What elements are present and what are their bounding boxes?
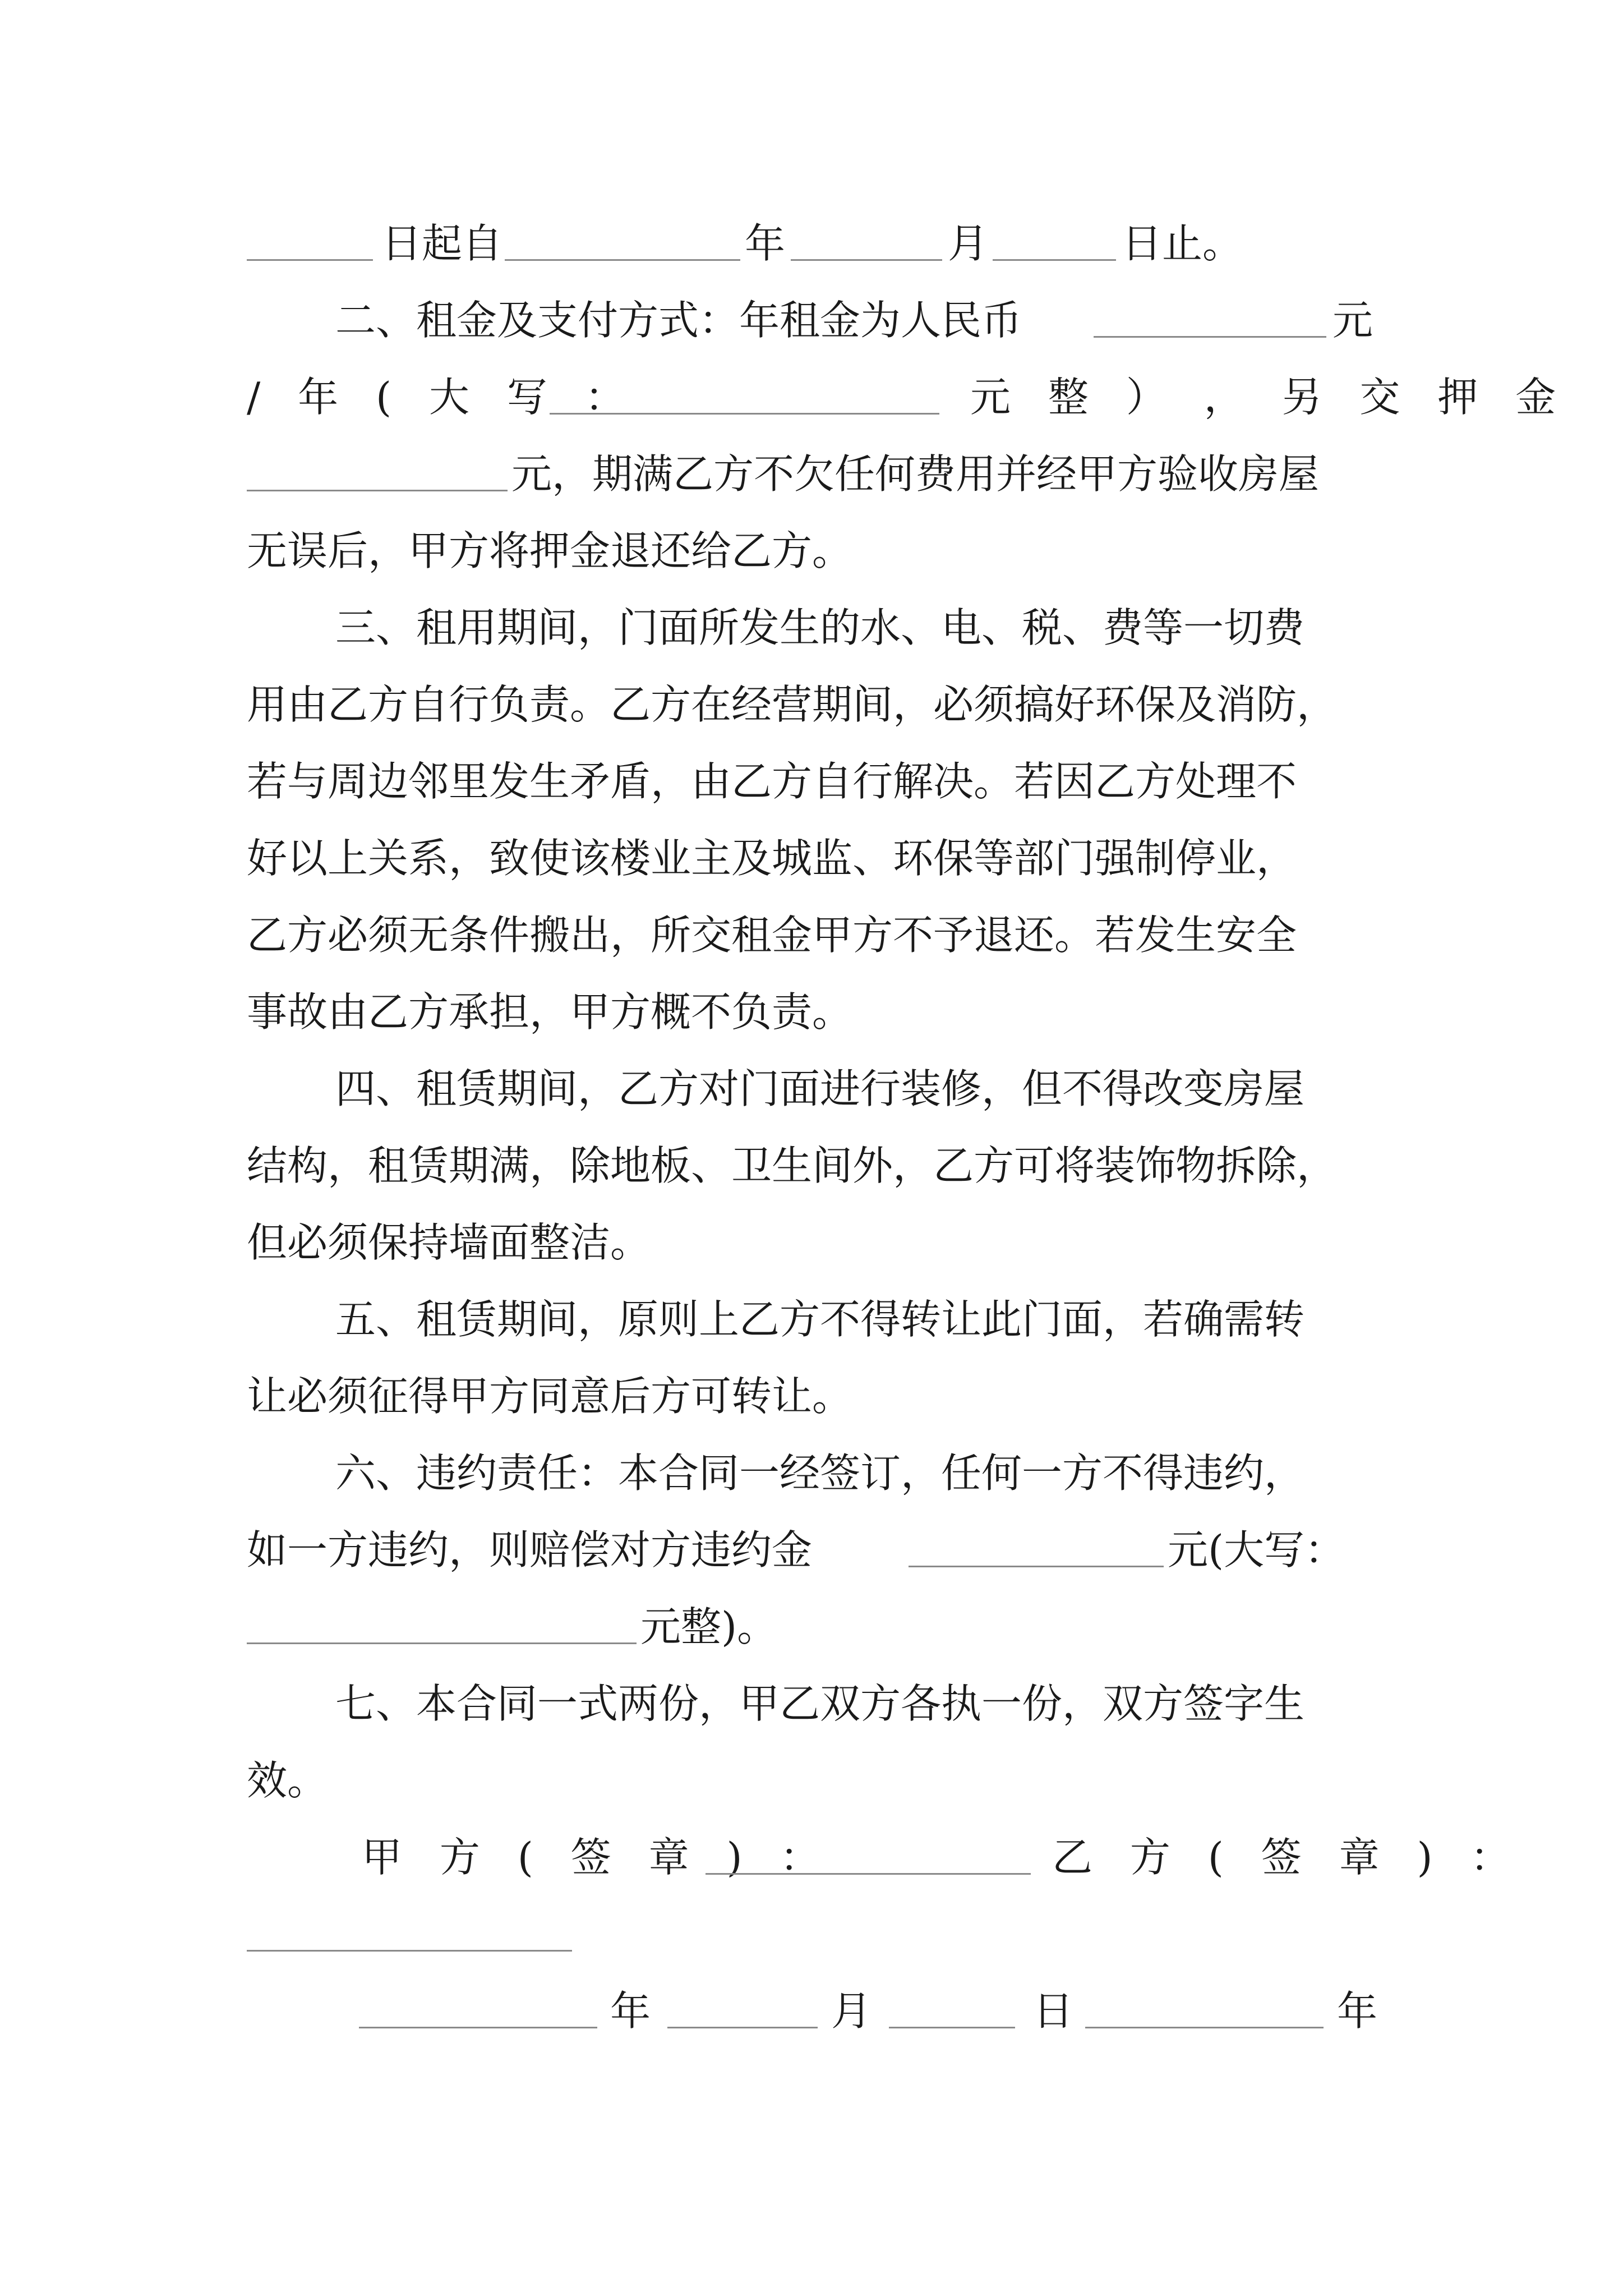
annual-rent-blank [1094,336,1326,338]
section5-text: 五、租赁期间，原则上乙方不得转让此门面，若确需转 [335,1296,1305,1343]
section3-text: 事故由乙方承担，甲方概不负责。 [247,988,853,1036]
deposit-refund-text: 元，期满乙方不欠任何费用并经甲方验收房屋 [511,450,1320,498]
party-a-day-blank [889,2027,1015,2028]
penalty-capital-blank [247,1642,637,1644]
section5-text: 让必须征得甲方同意后方可转让。 [247,1373,853,1420]
section5-line-1 [0,1280,1623,1359]
section3-text: 三、租用期间，门面所发生的水、电、税、费等一切费 [335,604,1305,651]
section7-line-1 [0,1664,1623,1743]
year-label: 年 [745,220,786,267]
section3-text: 好以上关系，致使该楼业主及城监、环保等部门强制停业， [247,835,1297,882]
rent-line-1 [0,281,1623,360]
section3-line-1 [0,588,1623,667]
section7-text: 效。 [247,1757,328,1804]
section3-text: 用由乙方自行负责。乙方在经营期间，必须搞好环保及消防， [247,681,1338,728]
section3-text: 若与周边邻里发生矛盾，由乙方自行解决。若因乙方处理不 [247,758,1297,805]
per-year-capital-text: / 年 ( 大 写 ： [247,374,638,421]
rent-line-2 [0,358,1623,436]
party-a-signature-label: 甲 方 ( 签 章 ) ： [362,1834,833,1881]
section6-text: 六、违约责任：本合同一经签订，任何一方不得违约， [335,1450,1305,1497]
section4-text: 四、租赁期间，乙方对门面进行装修，但不得改变房屋 [335,1065,1305,1112]
penalty-capital-end: 元整)。 [640,1603,778,1650]
month-label: 月 [948,220,989,267]
section4-line-1 [0,1050,1623,1128]
party-a-day-label: 日 [1033,1987,1074,2035]
section3-text: 乙方必须无条件搬出，所交租金甲方不予退还。若发生安全 [247,912,1297,959]
end-year-blank [505,259,740,261]
start-day-blank [247,259,373,261]
party-a-month-blank [667,2027,818,2028]
section7-line-2 [0,1741,1623,1820]
rent-capital-blank [550,413,939,415]
section3-line-6 [0,973,1623,1051]
section7-text: 七、本合同一式两份，甲乙双方各执一份，双方签字生 [335,1680,1305,1727]
section6-line-3 [0,1588,1623,1666]
party-b-signature-blank [247,1950,572,1952]
term-text-end: 日止。 [1122,220,1243,267]
party-b-year-blank [1085,2027,1324,2028]
date-line [0,1972,1623,2050]
section4-line-2 [0,1126,1623,1205]
party-a-year-blank [359,2027,597,2028]
yuan-label: 元 [1332,297,1373,344]
section3-line-2 [0,665,1623,744]
section3-line-4 [0,819,1623,898]
term-text-start: 日起自 [381,220,503,267]
section6-line-1 [0,1434,1623,1512]
rent-line-4 [0,512,1623,590]
penalty-text: 如一方违约，则赔偿对方违约金 [247,1526,813,1573]
term-end-line [0,204,1623,283]
deposit-refund-text-end: 无误后，甲方将押金退还给乙方。 [247,527,853,574]
penalty-capital-label: 元(大写： [1168,1526,1345,1573]
deposit-blank [247,490,508,491]
end-month-blank [791,259,942,261]
section4-line-3 [0,1203,1623,1282]
deposit-text: 元 整 ） ， 另 交 押 金 [970,374,1569,421]
rent-line-3 [0,435,1623,513]
party-b-signature-blank-line [0,1895,1623,1973]
party-a-month-label: 月 [831,1987,872,2035]
penalty-amount-blank [909,1566,1164,1567]
party-b-signature-label: 乙 方 ( 签 章 ) ： [1052,1834,1523,1881]
party-b-year-label: 年 [1337,1987,1378,2035]
section3-line-3 [0,742,1623,821]
signature-line [0,1818,1623,1897]
section4-text: 但必须保持墙面整洁。 [247,1219,651,1266]
rent-clause-text: 二、租金及支付方式：年租金为人民币 [335,297,1022,344]
section5-line-2 [0,1357,1623,1435]
section4-text: 结构，租赁期满，除地板、卫生间外，乙方可将装饰物拆除， [247,1142,1338,1189]
section3-line-5 [0,896,1623,974]
party-a-signature-blank [706,1873,1031,1875]
section6-line-2 [0,1511,1623,1589]
end-day-blank [993,259,1116,261]
party-a-year-label: 年 [610,1987,651,2035]
